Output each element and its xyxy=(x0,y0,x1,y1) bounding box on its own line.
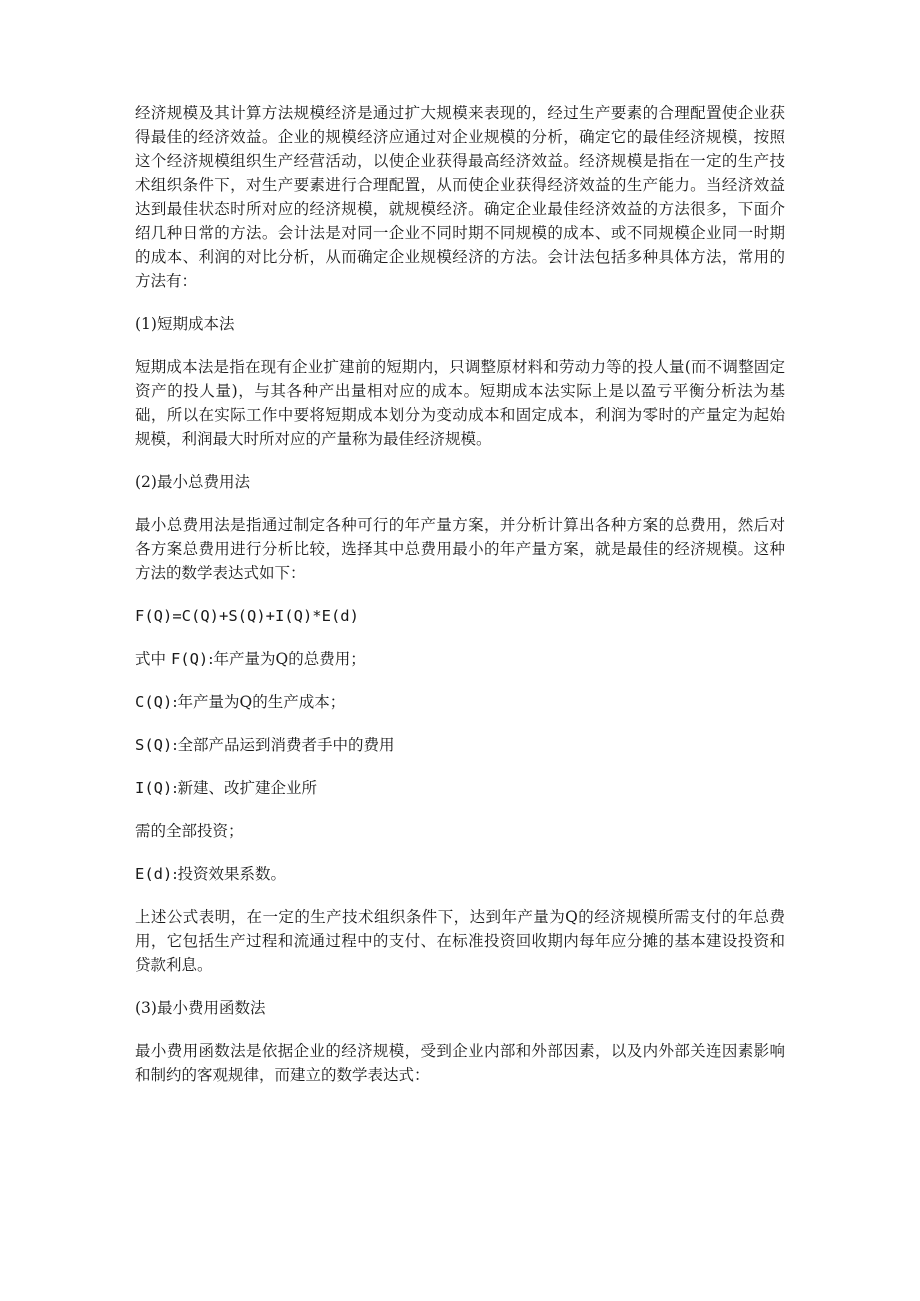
section-1-heading: (1)短期成本法 xyxy=(135,315,235,333)
definition-symbol: S(Q) xyxy=(135,736,173,754)
definition-c-q xyxy=(135,690,785,714)
definition-e-d xyxy=(135,862,785,886)
definition-text: :年产量为Q的生产成本； xyxy=(172,693,346,711)
definition-text: :全部产品运到消费者手中的费用 xyxy=(172,736,395,754)
section-2-paragraph: 最小总费用法是指通过制定各种可行的年产量方案，并分析计算出各种方案的总费用，然后对各方案总费用进行分析比较，选择其中总费用最小的年产量方案，就是最佳的经济规模。这种方法的数学表达式如下： xyxy=(135,516,785,582)
section-1-paragraph: 短期成本法是指在现有企业扩建前的短期内，只调整原材料和劳动力等的投人量(而不调整固定资产的投人量)，与其各种产出量相对应的成本。短期成本法实际上是以盈亏平衡分析法为基础，所以在实际工作中要将短期成本划分为变动成本和固定成本，利润为零时的产量定为起始规模，利润最大时所对应的产量称为最佳经济规模。 xyxy=(135,358,785,448)
section-3-paragraph: 最小费用函数法是依据企业的经济规模，受到企业内部和外部因素，以及内外部关连因素影响和制约的客观规律，而建立的数学表达式： xyxy=(135,1042,785,1084)
section-3-heading: (3)最小费用函数法 xyxy=(135,999,266,1017)
definition-prefix: 式中 xyxy=(135,650,171,668)
intro-paragraph: 经济规模及其计算方法规模经济是通过扩大规模来表现的，经过生产要素的合理配置使企业获得最佳的经济效益。企业的规模经济应通过对企业规模的分析，确定它的最佳经济规模，按照这个经济规模组织生产经营活动，以使企业获得最高经济效益。经济规模是指在一定的生产技术组织条件下，对生产要素进行合理配置，从而使企业获得经济效益的生产能力。当经济效益达到最佳状态时所对应的经济规模，就规模经济。确定企业最佳经济效益的方法很多，下面介绍几种日常的方法。会计法是对同一企业不同时期不同规模的成本、或不同规模企业同一时期的成本、利润的对比分析，从而确定企业规模经济的方法。会计法包括多种具体方法，常用的方法有： xyxy=(135,104,785,290)
definition-s-q xyxy=(135,733,785,757)
definition-symbol: I(Q) xyxy=(135,779,173,797)
section-2-conclusion: 上述公式表明，在一定的生产技术组织条件下，达到年产量为Q的经济规模所需支付的年总费用，它包括生产过程和流通过程中的支付、在标准投资回收期内每年应分摊的基本建设投资和贷款利息。 xyxy=(135,908,785,974)
definition-text: :新建、改扩建企业所 xyxy=(172,779,318,797)
definition-symbol: F(Q) xyxy=(170,650,209,668)
document-body xyxy=(135,101,785,1106)
definition-text: 需的全部投资； xyxy=(135,822,244,840)
definition-i-q-continued xyxy=(135,819,785,843)
definition-symbol: C(Q) xyxy=(135,693,173,711)
definition-symbol: E(d) xyxy=(135,865,173,883)
definition-text: :投资效果系数。 xyxy=(172,865,287,883)
definition-text: :年产量为Q的总费用； xyxy=(208,650,366,668)
total-cost-formula: F(Q)=C(Q)+S(Q)+I(Q)*E(d) xyxy=(135,607,359,625)
section-2-heading: (2)最小总费用法 xyxy=(135,473,250,491)
definition-i-q xyxy=(135,776,785,800)
definition-f-q xyxy=(135,647,785,671)
